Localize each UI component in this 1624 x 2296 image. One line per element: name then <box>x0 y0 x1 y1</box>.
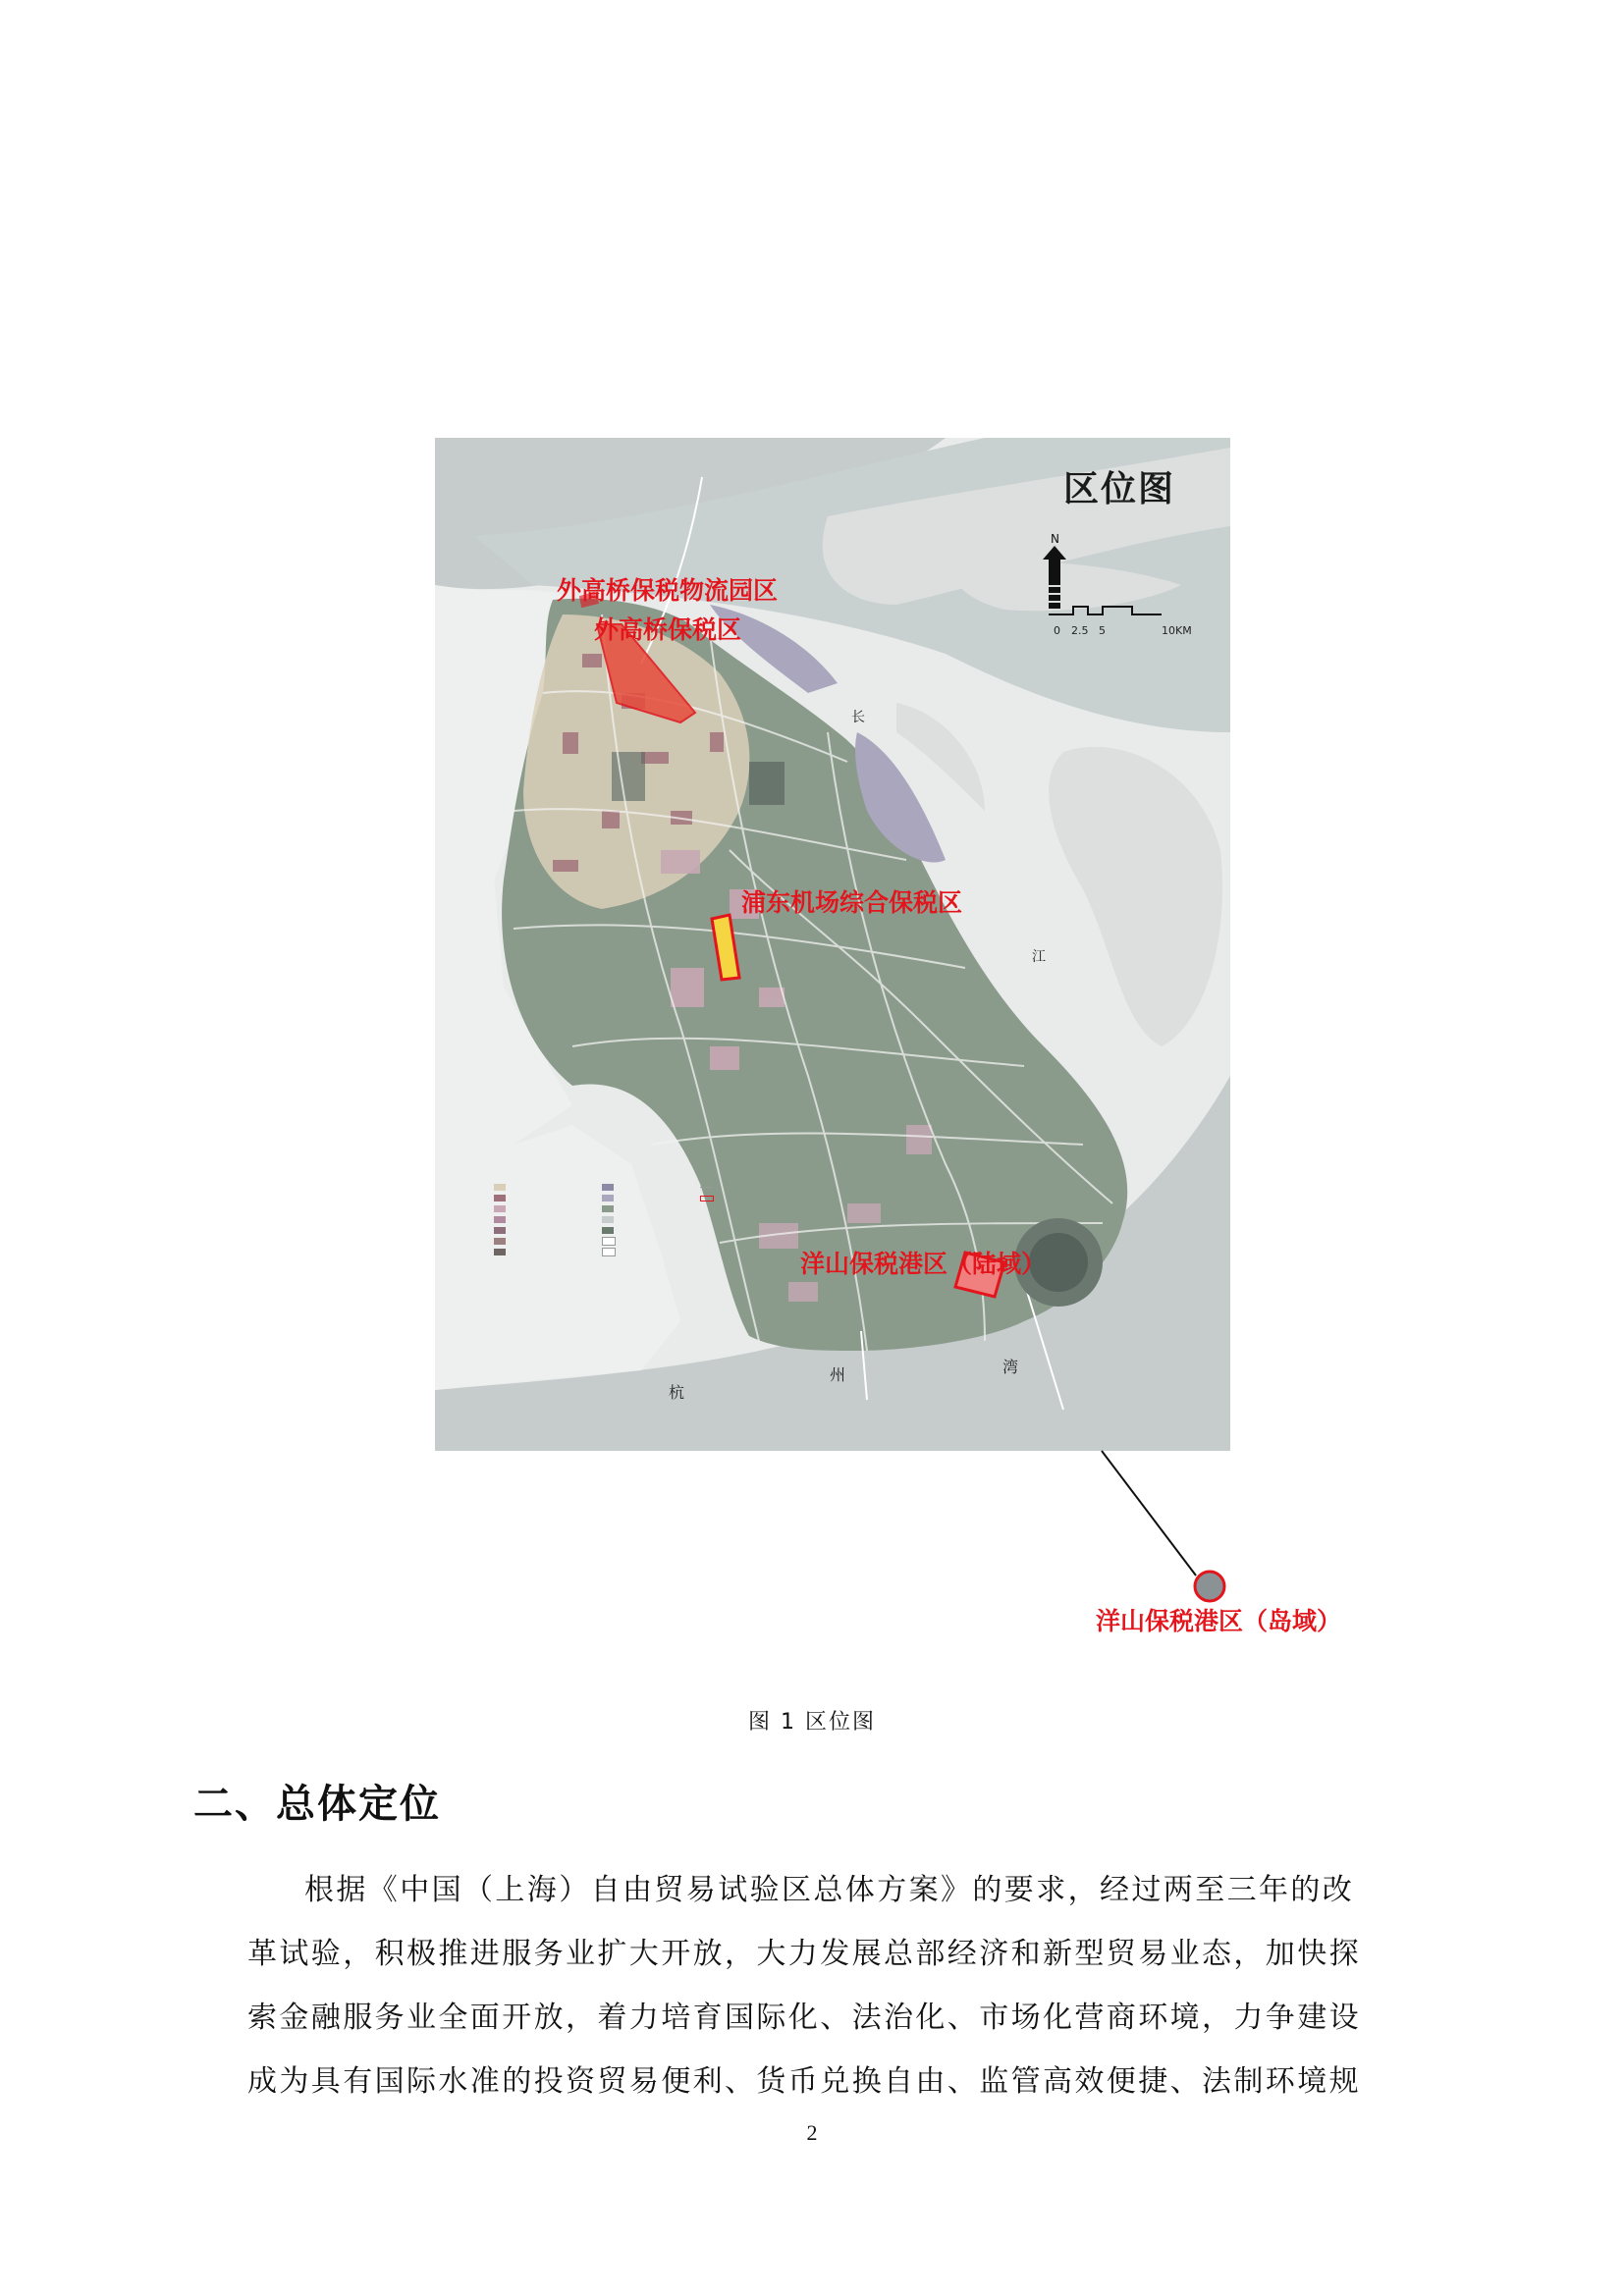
page-number: 2 <box>806 2120 818 2145</box>
yangshan-island-label: 洋山保税港区（岛域） <box>1096 1607 1342 1635</box>
river-char-jiang: 江 <box>1032 949 1046 965</box>
figure-caption: 图 1 区位图 <box>748 1710 876 1735</box>
north-letter: N <box>1051 532 1059 546</box>
river-char-chang: 长 <box>851 710 865 725</box>
section-title: 二、总体定位 <box>193 1782 441 1827</box>
bay-char-wan: 湾 <box>1002 1358 1019 1376</box>
paragraph-line: 索金融服务业全面开放，着力培育国际化、法治化、市场化营商环境，力争建设 <box>247 2001 1361 2035</box>
scale-tick: 10KM <box>1162 624 1192 637</box>
bay-char-zhou: 州 <box>830 1365 846 1384</box>
island-marker-icon <box>1195 1572 1224 1601</box>
scale-tick: 2.5 <box>1071 624 1089 637</box>
scale-tick: 5 <box>1099 624 1106 637</box>
waigaoqiao-bonded-label: 外高桥保税区 <box>594 615 742 644</box>
paragraph-line: 革试验，积极推进服务业扩大开放，大力发展总部经济和新型贸易业态，加快探 <box>247 1937 1361 1971</box>
waigaoqiao-logistics-label: 外高桥保税物流园区 <box>557 576 779 605</box>
yangshan-land-label: 洋山保税港区（陆域） <box>800 1250 1047 1278</box>
scale-tick: 0 <box>1054 624 1060 637</box>
paragraph-line: 成为具有国际水准的投资贸易便利、货币兑换自由、监管高效便捷、法制环境规 <box>247 2064 1361 2099</box>
bay-char-hang: 杭 <box>669 1383 685 1402</box>
pudong-airport-label: 浦东机场综合保税区 <box>741 888 963 917</box>
map-title: 区位图 <box>1063 469 1176 509</box>
paragraph-line: 根据《中国（上海）自由贸易试验区总体方案》的要求，经过两至三年的改 <box>304 1873 1355 1907</box>
